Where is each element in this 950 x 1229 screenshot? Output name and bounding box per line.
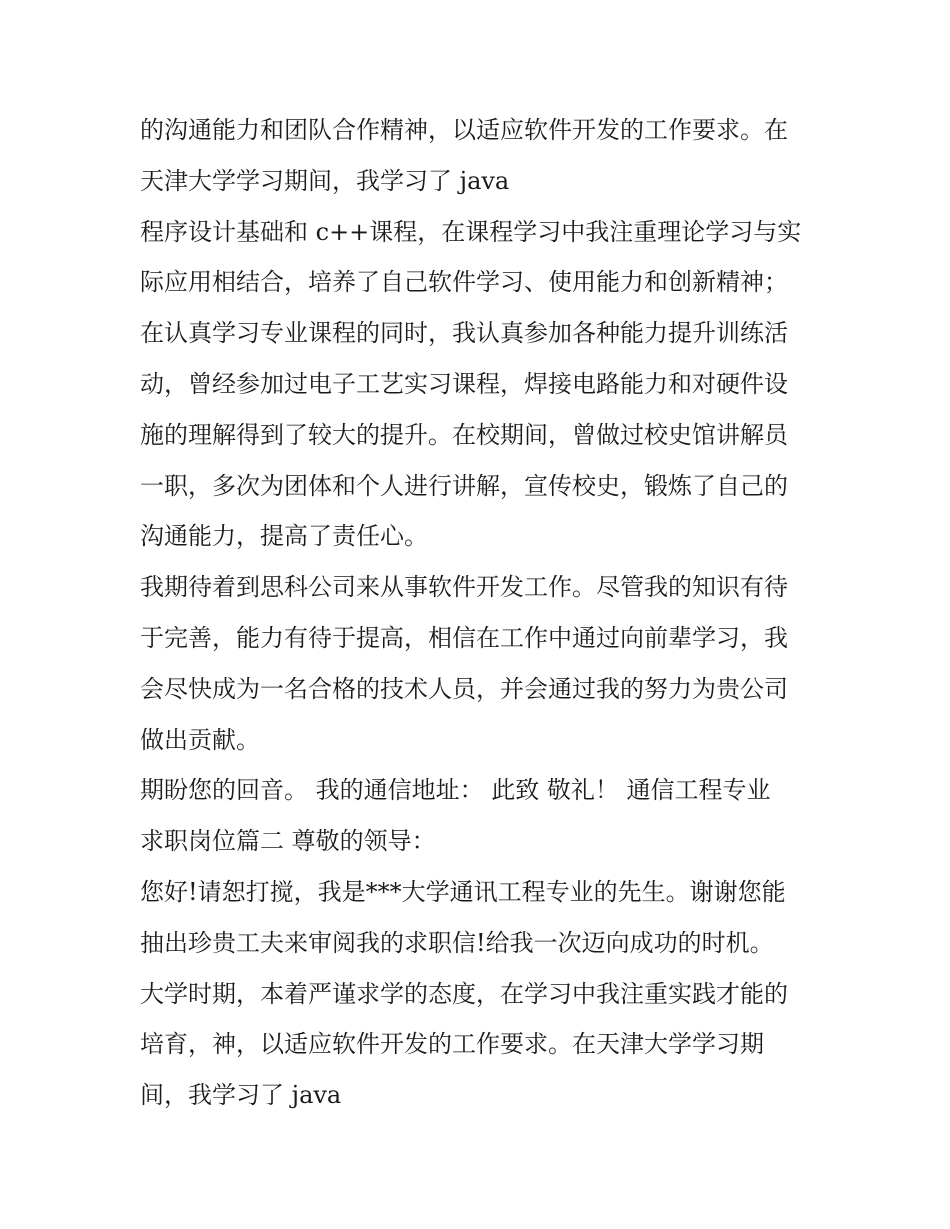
body-text (140, 105, 830, 1121)
text-line: 做出贡献。 (140, 725, 260, 754)
text-line: 培育，神，以适应软件开发的工作要求。在天津大学学习期 (140, 1030, 764, 1059)
text-line: 际应用相结合，培养了自己软件学习、使用能力和创新精神； (140, 268, 788, 297)
text-line: 程序设计基础和 c++课程，在课程学习中我注重理论学习与实 (140, 217, 802, 246)
text-line: 在认真学习专业课程的同时，我认真参加各种能力提升训练活 (140, 319, 788, 348)
text-line: 间，我学习了 java (140, 1081, 342, 1110)
text-line: 施的理解得到了较大的提升。在校期间，曾做过校史馆讲解员 (140, 420, 788, 449)
text-line: 天津大学学习期间，我学习了 java (140, 166, 510, 195)
text-line: 大学时期，本着严谨求学的态度，在学习中我注重实践才能的 (140, 979, 788, 1008)
text-line: 一职，多次为团体和个人进行讲解，宣传校史，锻炼了自己的 (140, 471, 788, 500)
text-line: 于完善，能力有待于提高，相信在工作中通过向前辈学习，我 (140, 623, 788, 652)
text-line: 期盼您的回音。 我的通信地址： 此致 敬礼！ 通信工程专业 (140, 776, 771, 805)
text-line: 我期待着到思科公司来从事软件开发工作。尽管我的知识有待 (140, 573, 788, 602)
text-line: 会尽快成为一名合格的技术人员，并会通过我的努力为贵公司 (140, 674, 788, 703)
text-line: 求职岗位篇二 尊敬的领导： (140, 827, 436, 856)
text-line: 的沟通能力和团队合作精神，以适应软件开发的工作要求。在 (140, 116, 788, 144)
text-line: 动，曾经参加过电子工艺实习课程，焊接电路能力和对硬件设 (140, 369, 788, 398)
text-line: 抽出珍贵工夫来审阅我的求职信!给我一次迈向成功的时机。 (140, 928, 774, 957)
text-line: 沟通能力，提高了责任心。 (140, 522, 428, 551)
text-line: 您好!请恕打搅，我是***大学通讯工程专业的先生。谢谢您能 (140, 877, 786, 906)
